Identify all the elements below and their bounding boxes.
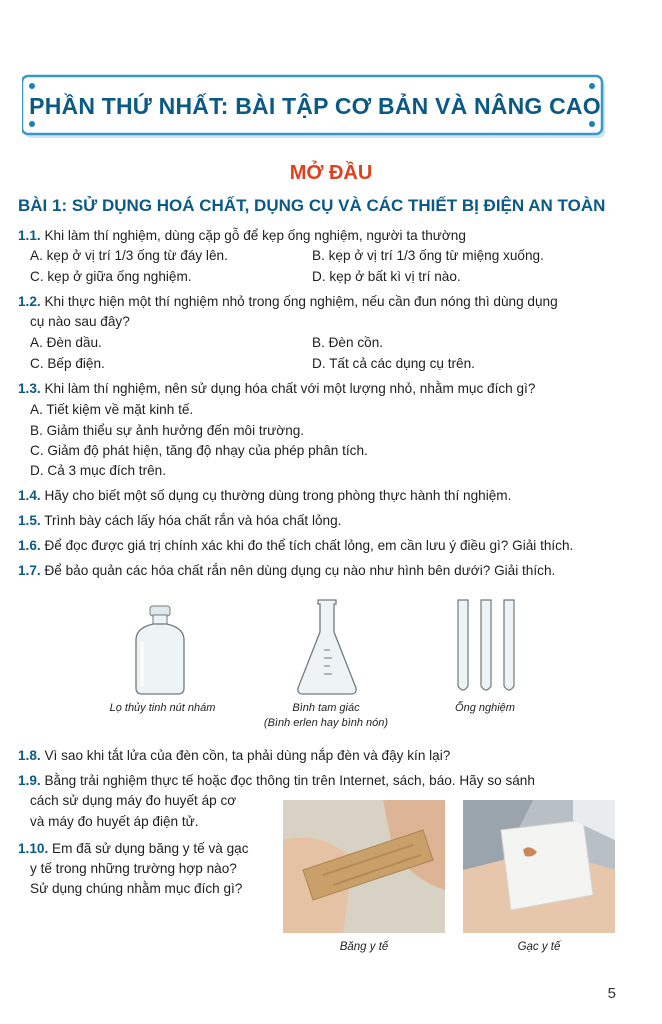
option-a: A. Tiết kiệm về mặt kinh tế. — [30, 402, 194, 417]
page-number: 5 — [607, 985, 616, 1002]
bandage-photo — [283, 800, 445, 933]
bandage-caption: Băng y tế — [339, 941, 389, 953]
option-d: D. Tất cả các dụng cụ trên. — [312, 356, 475, 371]
question-number: 1.3. — [18, 381, 41, 396]
question-number: 1.1. — [18, 228, 41, 243]
question-1-1 — [18, 226, 466, 246]
question-number: 1.2. — [18, 294, 41, 309]
option-c: C. Bếp điện. — [30, 356, 105, 371]
question-text: Bằng trải nghiệm thực tế hoặc đọc thông tin trên Internet, sách, báo. Hãy so sánh — [40, 773, 535, 788]
option-a: A. kẹp ở vị trí 1/3 ống từ đáy lên. — [30, 248, 228, 263]
bandage-image — [283, 800, 445, 933]
question-text: Để đọc được giá trị chính xác khi đo thể tích chất lỏng, em cần lưu ý điều gì? Giải thích. — [40, 538, 574, 553]
question-text: Vì sao khi tắt lửa của đèn cồn, ta phải dùng nắp đèn và đậy kín lại? — [40, 748, 451, 763]
option-b: B. kẹp ở vị trí 1/3 ống từ miệng xuống. — [312, 248, 544, 263]
question-text: Em đã sử dụng băng y tế và gạc — [48, 841, 249, 856]
question-1-2 — [18, 292, 558, 312]
question-number: 1.8. — [18, 748, 41, 763]
question-1-10 — [18, 839, 249, 859]
question-text: Khi làm thí nghiệm, dùng cặp gỗ để kẹp ống nghiệm, người ta thường — [40, 228, 466, 243]
question-text-cont: và máy đo huyết áp điện tử. — [30, 814, 199, 829]
question-number: 1.10. — [18, 841, 49, 856]
gauze-photo — [463, 800, 615, 933]
flask-caption-sub: (Bình erlen hay bình nón) — [263, 717, 389, 729]
gauze-image — [463, 800, 615, 933]
part-title: PHẦN THỨ NHẤT: BÀI TẬP CƠ BẢN VÀ NÂNG CAO — [29, 93, 601, 119]
question-1-7 — [18, 561, 555, 581]
lesson-title: BÀI 1: SỬ DỤNG HOÁ CHẤT, DỤNG CỤ VÀ CÁC THIẾT BỊ ĐIỆN AN TOÀN — [18, 196, 606, 215]
gauze-caption: Gạc y tế — [517, 941, 561, 953]
question-text-cont: cụ nào sau đây? — [30, 314, 130, 329]
question-text-cont: Sử dụng chúng nhằm mục đích gì? — [30, 881, 243, 896]
test-tubes-figure — [454, 596, 520, 696]
question-text: Trình bày cách lấy hóa chất rắn và hóa chất lỏng. — [40, 513, 342, 528]
option-d: D. kẹp ở bất kì vị trí nào. — [312, 269, 461, 284]
option-b: B. Đèn cồn. — [312, 335, 384, 350]
question-number: 1.7. — [18, 563, 41, 578]
question-text-cont: cách sử dụng máy đo huyết áp cơ — [30, 793, 237, 808]
option-b: B. Giảm thiểu sự ảnh hưởng đến môi trường. — [30, 423, 305, 438]
question-1-3 — [18, 379, 535, 399]
option-c: C. kẹp ở giữa ống nghiệm. — [30, 269, 192, 284]
question-1-8 — [18, 746, 450, 766]
question-text: Hãy cho biết một số dụng cụ thường dùng trong phòng thực hành thí nghiệm. — [40, 488, 512, 503]
question-1-4 — [18, 486, 511, 506]
tubes-caption: Ống nghiệm — [455, 702, 515, 714]
question-number: 1.4. — [18, 488, 41, 503]
section-title: MỞ ĐẦU — [289, 162, 373, 184]
question-text: Khi làm thí nghiệm, nên sử dụng hóa chất với một lượng nhỏ, nhằm mục đích gì? — [40, 381, 536, 396]
question-1-9 — [18, 771, 535, 791]
option-a: A. Đèn dầu. — [30, 335, 102, 350]
question-text: Khi thực hiện một thí nghiệm nhỏ trong ống nghiệm, nếu cần đun nóng thì dùng dụng — [40, 294, 558, 309]
option-d: D. Cả 3 mục đích trên. — [30, 463, 166, 478]
option-c: C. Giảm độ phát hiện, tăng độ nhạy của phép phân tích. — [30, 443, 368, 458]
question-text-cont: y tế trong những trường hợp nào? — [30, 861, 237, 876]
erlenmeyer-flask-figure — [294, 598, 360, 696]
question-text: Để bảo quản các hóa chất rắn nên dùng dụng cụ nào như hình bên dưới? Giải thích. — [40, 563, 556, 578]
question-number: 1.9. — [18, 773, 41, 788]
flask-caption: Bình tam giác — [292, 702, 360, 714]
question-1-5 — [18, 511, 341, 531]
question-1-6 — [18, 536, 573, 556]
question-number: 1.5. — [18, 513, 41, 528]
bottle-caption: Lọ thủy tinh nút nhám — [109, 702, 216, 714]
ground-glass-bottle-figure — [128, 604, 192, 696]
question-number: 1.6. — [18, 538, 41, 553]
part-title-banner — [22, 74, 608, 142]
